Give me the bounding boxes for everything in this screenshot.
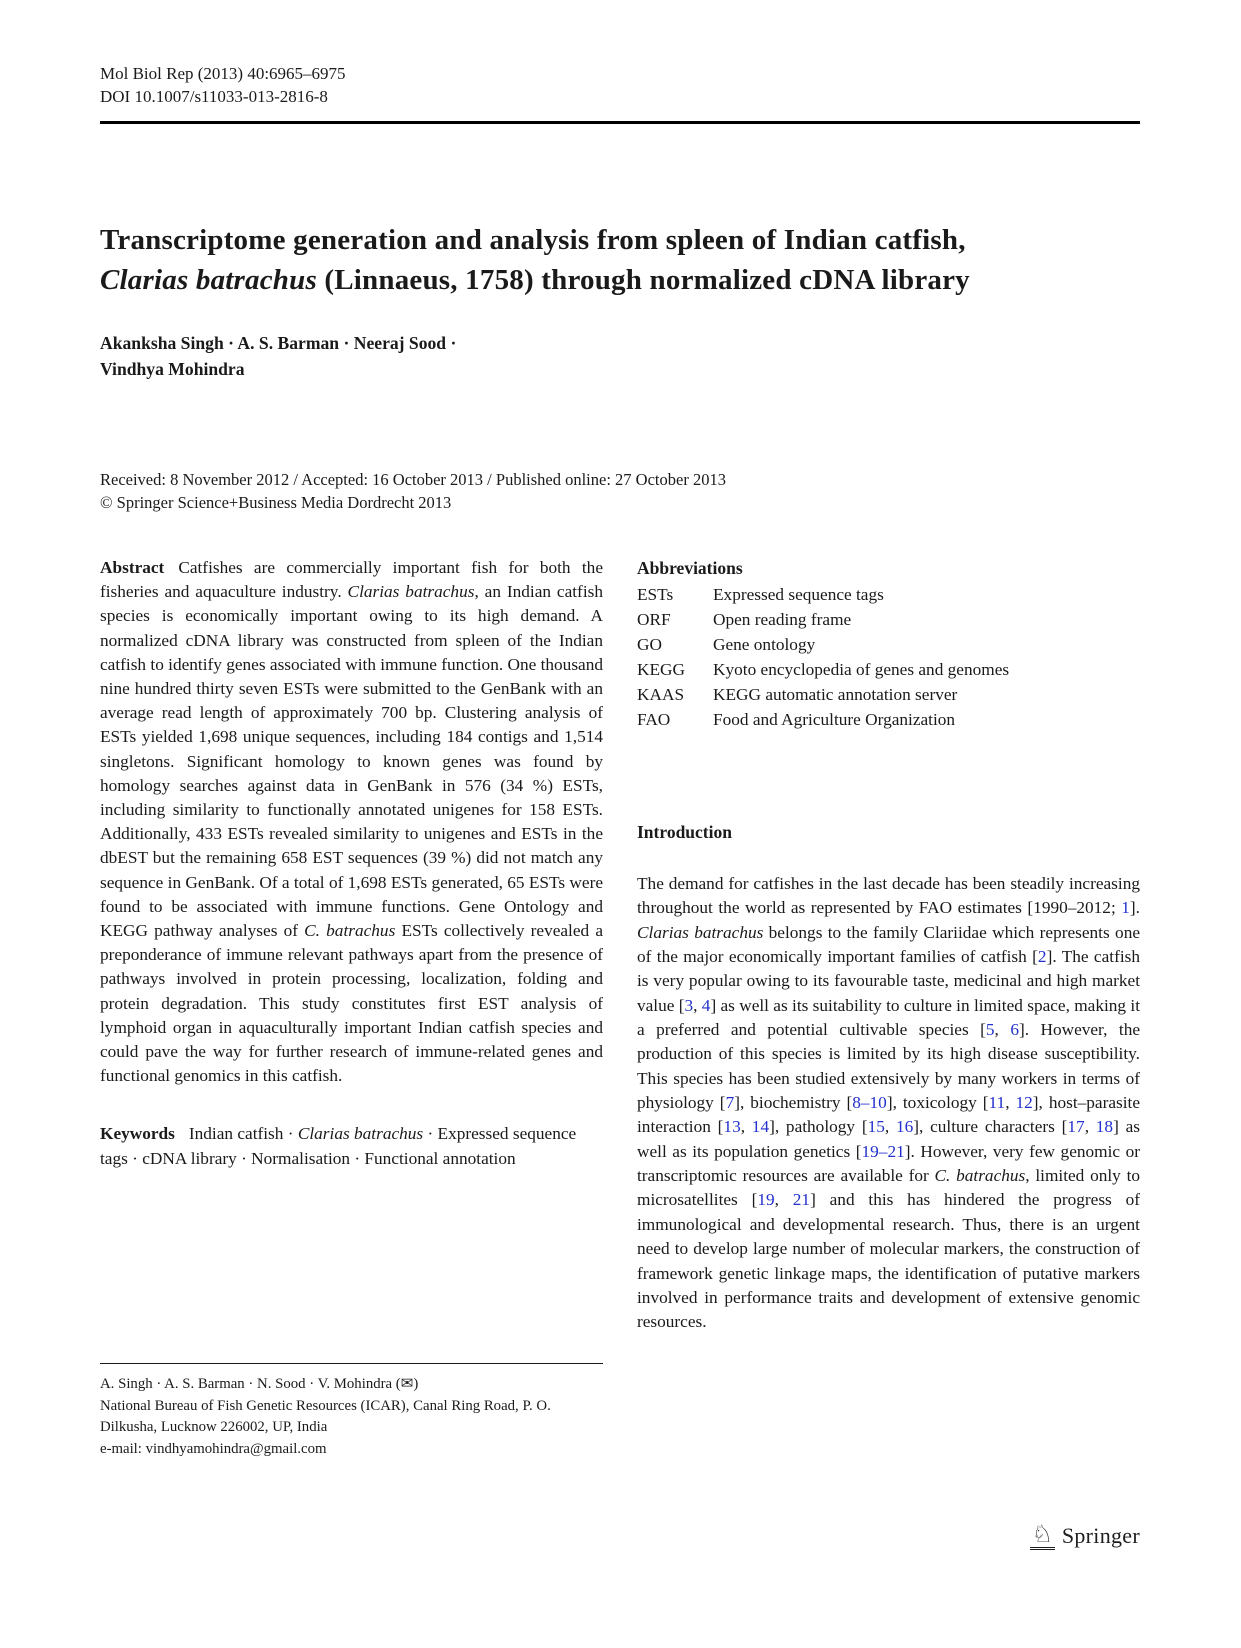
springer-logo [1030, 1522, 1140, 1550]
text-segment: , [1005, 1093, 1016, 1113]
text-segment: ], pathology [ [769, 1117, 868, 1137]
page-header [100, 62, 1140, 124]
left-column [100, 556, 603, 1496]
abbreviation-term: GO [637, 635, 662, 654]
text-segment: Indian catfish · [188, 1124, 298, 1144]
text-segment: ]. However, the production of this species is limited by its high disease susceptibility. This species has been studied extensively by many workers in terms of physiology [ [637, 1020, 1141, 1113]
abbreviation-term: KEGG [637, 660, 685, 679]
text-segment: , an Indian catfish species is economically important owing to its high demand. A normalized cDNA library was constructed from spleen of the Indian catfish to identify genes associated with immune function. One thousand nine hundred thirty seven ESTs were submitted to the GenBank with an average read length of approximately 700 bp. Clustering analysis of ESTs yielded 1,698 unique sequences, including 184 contigs and 1,514 singletons. Significant homology to known genes was found by homology searches against data in GenBank in 576 (34 %) ESTs, including similarity to functionally annotated unigenes for 158 ESTs. Additionally, 433 ESTs revealed similarity to unigenes and ESTs in the dbEST but the remaining 658 EST sequences (39 %) did not match any sequence in GenBank. Of a total of 1,698 ESTs generated, 65 ESTs were found to be associated with immune functions. Gene Ontology and KEGG pathway analyses of [100, 582, 603, 941]
abbreviation-term: ORF [637, 610, 671, 629]
two-column-body [100, 556, 1140, 1496]
citation-link[interactable]: 18 [1095, 1117, 1114, 1137]
text-segment: ESTs collectively revealed a preponderance of immune relevant pathways apart from the presence of pathways involved in protein processing, localization, folding and protein degradation. This study constitutes first EST analysis of lymphoid organ in aquaculturally important Indian catfish species and could pave the way for further research of immune-related genes and functional genomics in this catfish. [100, 921, 603, 1086]
text-segment: , [693, 995, 702, 1015]
text-segment: · Expressed sequence tags · cDNA library · Normalisation · Functional annotation [100, 1124, 577, 1168]
citation-link[interactable]: 19 [757, 1190, 775, 1210]
abbreviations-heading: Abbreviations [637, 558, 743, 578]
text-segment: ] as well as its suitability to culture in limited space, making it a preferred and potential cultivable species [ [637, 995, 1141, 1040]
keywords-label: Keywords [100, 1124, 175, 1144]
text-segment: Clarias batrachus [297, 1124, 424, 1144]
citation-link[interactable]: 8–10 [852, 1093, 887, 1113]
abbreviation-row [637, 682, 1140, 707]
article-title [100, 220, 980, 300]
abbreviation-definition: Kyoto encyclopedia of genes and genomes [713, 660, 1010, 679]
text-segment: ], toxicology [ [886, 1093, 989, 1113]
author-list [100, 330, 1140, 382]
footnote-affiliation: National Bureau of Fish Genetic Resources (ICAR), Canal Ring Road, P. O. Dilkusha, Lucknow 226002, UP, India [100, 1397, 551, 1435]
text-segment: , [994, 1020, 1011, 1040]
springer-wordmark: Springer [1061, 1523, 1140, 1548]
citation-link[interactable]: 5 [985, 1020, 995, 1040]
envelope-icon: ✉ [400, 1374, 414, 1392]
copyright-line: © Springer Science+Business Media Dordrecht 2013 [100, 493, 452, 512]
abstract-paragraph [100, 556, 603, 1088]
citation-link[interactable]: 15 [867, 1117, 885, 1137]
footnote-authors [100, 1373, 603, 1396]
citation-link[interactable]: 21 [792, 1190, 811, 1210]
received-accepted-published-line: Received: 8 November 2012 / Accepted: 16 October 2013 / Published online: 27 October 2013 [100, 470, 726, 489]
citation-link[interactable]: 3 [684, 995, 694, 1015]
abbreviation-row [637, 582, 1140, 607]
citation-link[interactable]: 11 [988, 1093, 1006, 1113]
abbreviation-definition: Expressed sequence tags [713, 585, 884, 604]
introduction-paragraph [637, 872, 1140, 1335]
author-line-1: Akanksha Singh · A. S. Barman · Neeraj Sood · [100, 333, 457, 353]
abbreviation-definition: Food and Agriculture Organization [713, 710, 956, 729]
text-segment: ], biochemistry [ [734, 1093, 853, 1113]
text-segment: , [1084, 1117, 1096, 1137]
right-column [637, 556, 1140, 1496]
abbreviation-definition: KEGG automatic annotation server [713, 685, 958, 704]
text-segment: Clarias batrachus [637, 922, 764, 942]
text-segment: , [884, 1117, 896, 1137]
author-line-2: Vindhya Mohindra [100, 359, 245, 379]
journal-citation: Mol Biol Rep (2013) 40:6965–6975 [100, 64, 346, 83]
text-segment: The demand for catfishes in the last decade has been steadily increasing throughout the world as represented by FAO estimates [1990–2012; [637, 874, 1140, 918]
keywords-paragraph [100, 1122, 603, 1170]
text-segment: , [774, 1190, 793, 1210]
abbreviation-row [637, 632, 1140, 657]
publication-history [100, 468, 1140, 514]
citation-link[interactable]: 19–21 [861, 1141, 905, 1161]
abbreviation-definition: Gene ontology [713, 635, 816, 654]
introduction-heading: Introduction [637, 822, 732, 842]
text-segment: belongs to the family Clariidae which represents one of the major economically important families of catfish [ [637, 922, 1140, 967]
text-segment: ], host–parasite interaction [ [637, 1093, 1141, 1137]
citation-link[interactable]: 1 [1121, 898, 1130, 918]
text-segment: ], culture characters [ [913, 1117, 1068, 1137]
abbreviation-row [637, 707, 1140, 732]
text-segment: A. Singh · A. S. Barman · N. Sood · V. Mohindra ( [100, 1376, 401, 1392]
text-segment: ]. [1129, 898, 1140, 918]
citation-link[interactable]: 13 [723, 1117, 741, 1137]
text-segment: (Linnaeus, 1758) through normalized cDNA library [316, 264, 970, 296]
header-divider [100, 121, 1140, 124]
abbreviation-term: FAO [637, 710, 671, 729]
knight-glyph: ♘ [1031, 1520, 1054, 1548]
text-segment: , limited only to microsatellites [ [637, 1166, 1141, 1210]
text-segment: , [740, 1117, 752, 1137]
citation-link[interactable]: 12 [1015, 1093, 1033, 1113]
abbreviation-term: ESTs [637, 585, 674, 604]
text-segment: Clarias batrachus [100, 264, 317, 296]
footnote-email: e-mail: vindhyamohindra@gmail.com [100, 1440, 327, 1457]
springer-knight-icon [1030, 1522, 1055, 1550]
abbreviations-list [637, 582, 1140, 732]
text-segment: C. batrachus [304, 921, 396, 941]
text-segment: ] as well as its population genetics [ [637, 1117, 1140, 1161]
citation-link[interactable]: 16 [895, 1117, 914, 1137]
citation-link[interactable]: 4 [701, 995, 711, 1015]
citation-link[interactable]: 7 [725, 1093, 735, 1113]
text-segment: Clarias batrachus [347, 582, 475, 602]
abbreviation-row [637, 607, 1140, 632]
text-segment: Catfishes are commercially important fish for both the fisheries and aquaculture industry. [100, 558, 603, 602]
text-segment: ]. The catfish is very popular owing to its favourable taste, medicinal and high market value [ [637, 947, 1140, 1015]
footnote-divider [100, 1363, 603, 1364]
correspondence-footnote [100, 1363, 603, 1460]
citation-link[interactable]: 14 [751, 1117, 770, 1137]
abbreviation-definition: Open reading frame [713, 610, 852, 629]
text-segment: ) [413, 1376, 419, 1392]
text-segment: ] and this has hindered the progress of immunological and developmental research. Thus, there is an urgent need to develop large number of molecular markers, the construction of framework genetic linkage maps, the identification of putative markers involved in performance traits and development of extensive genomic resources. [637, 1190, 1140, 1332]
abstract-label: Abstract [100, 558, 165, 577]
citation-link[interactable]: 17 [1067, 1117, 1085, 1137]
citation-link[interactable]: 6 [1010, 1020, 1019, 1040]
abbreviation-term: KAAS [637, 685, 685, 704]
citation-link[interactable]: 2 [1037, 947, 1047, 967]
text-segment: ]. However, very few genomic or transcriptomic resources are available for [637, 1141, 1141, 1186]
doi-line: DOI 10.1007/s11033-013-2816-8 [100, 87, 328, 106]
text-segment: Transcriptome generation and analysis from spleen of Indian catfish, [100, 224, 966, 256]
abbreviation-row [637, 657, 1140, 682]
text-segment: C. batrachus [934, 1166, 1026, 1186]
